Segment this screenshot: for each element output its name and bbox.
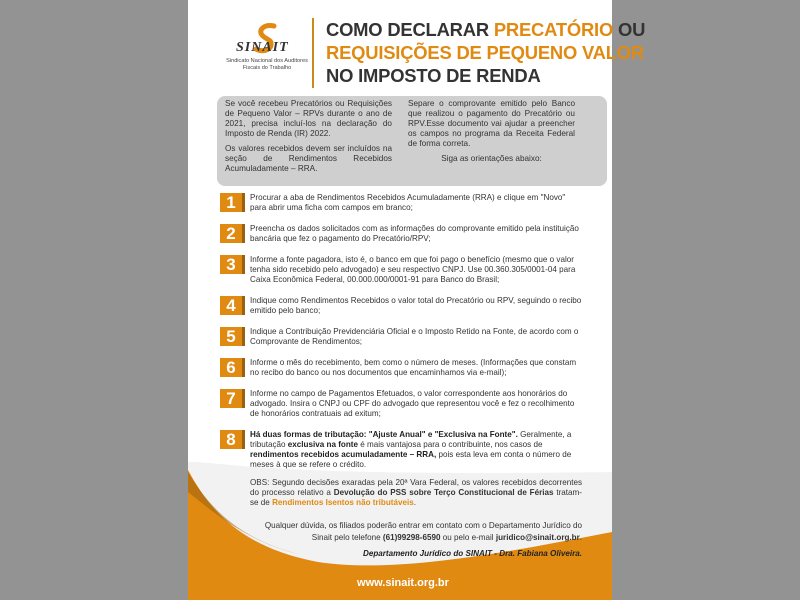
phone-number: (61)99298-6590 bbox=[382, 533, 441, 542]
sinait-logo bbox=[222, 22, 312, 80]
footer-url-link[interactable]: www.sinait.org.br bbox=[357, 577, 449, 589]
step-text: Indique a Contribuição Previdenciária Oficial e o Imposto Retido na Fonte, de acordo com o Comprovante de Rendimentos; bbox=[250, 327, 579, 346]
step-number-badge: 6 bbox=[220, 358, 242, 377]
step-text: Há duas formas de tributação: "Ajuste Anual" e "Exclusiva na Fonte". Geralmente, a tributação exclusiva na fonte é mais vantajosa para o contribuinte, nos casos de rendimentos recebidos acumuladamente – RRA, pois esta leva em conta o número de meses à que se refere o crédito. bbox=[250, 430, 572, 469]
step-text: Informe a fonte pagadora, isto é, o banco em que foi pago o benefício (mesmo que o valor tenha sido recebido pelo advogado) e seu respectivo CNPJ. Use 00.360.305/0001-04 para Caixa Econômica Federal, 00.000.000/0001-91 para Banco do Brasil; bbox=[250, 255, 576, 284]
step-number-badge: 5 bbox=[220, 327, 242, 346]
flyer bbox=[188, 0, 646, 600]
logo-subtitle: Sindicato Nacional dos Auditores Fiscais do Trabalho bbox=[226, 58, 308, 71]
observation-note: OBS: Segundo decisões exaradas pela 20ª Vara Federal, os valores recebidos decorrentes do processo relativo a Devolução do PSS sobre Terço Constitucional de Férias tratam-se de Rendimentos Isentos não tributáveis. bbox=[250, 478, 582, 507]
step-text: Indique como Rendimentos Recebidos o valor total do Precatório ou RPV, seguindo o recibo emitido pelo banco; bbox=[250, 296, 582, 315]
step-number-badge: 8 bbox=[220, 430, 242, 449]
page-title: COMO DECLARAR PRECATÓRIO OU REQUISIÇÕES DE PEQUENO VALOR NO IMPOSTO DE RENDA bbox=[326, 19, 646, 86]
intro-left-column bbox=[225, 99, 392, 179]
step-text: Informe no campo de Pagamentos Efetuados, o valor correspondente aos honorários do advogado. Insira o CNPJ ou CPF do advogado que representou você e fez o recolhimento de honorários contratuais ad exitum; bbox=[250, 389, 575, 418]
step-text: Informe o mês do recebimento, bem como o número de meses. (Informações que constam no recibo do banco ou nos documentos que encaminhamos via e-mail); bbox=[250, 358, 577, 377]
intro-paragraph: Siga as orientações abaixo: bbox=[441, 154, 542, 163]
signature: Departamento Jurídico do SINAIT - Dra. Fabiana Oliveira. bbox=[362, 549, 582, 558]
step-number-badge: 4 bbox=[220, 296, 242, 315]
intro-paragraph: Se você recebeu Precatórios ou Requisições de Pequeno Valor – RPVs durante o ano de 2021, precisa incluí-los na declaração do Imposto de Renda (IR) 2022. bbox=[225, 99, 392, 138]
intro-paragraph: Os valores recebidos devem ser incluídos na seção de Rendimentos Recebidos Acumuladamente – RRA. bbox=[225, 144, 392, 173]
email-link[interactable]: juridico@sinait.org.br bbox=[495, 533, 580, 542]
intro-right-column bbox=[408, 99, 575, 169]
step-text: Procurar a aba de Rendimentos Recebidos Acumuladamente (RRA) e clique em "Novo" para abrir uma ficha com campos em branco; bbox=[250, 193, 566, 212]
logo-wordmark: SINAIT bbox=[236, 40, 289, 55]
step-number-badge: 3 bbox=[220, 255, 242, 274]
step-number-badge: 2 bbox=[220, 224, 242, 243]
title-divider bbox=[312, 18, 314, 88]
step-number-badge: 1 bbox=[220, 193, 242, 212]
step-number-badge: 7 bbox=[220, 389, 242, 408]
intro-box bbox=[217, 96, 607, 186]
step-text: Preencha os dados solicitados com as informações do comprovante emitido pela instituição bancária que fez o pagamento do Precatório/RPV; bbox=[250, 224, 579, 243]
intro-paragraph: Separe o comprovante emitido pelo Banco que realizou o pagamento do Precatório ou RPV.Esse documento vai ajudar a preencher os campos no programa da Receita Federal de forma correta. bbox=[408, 99, 575, 148]
contact-info: Qualquer dúvida, os filiados poderão entrar em contato com o Departamento Jurídico do Sinait pelo telefone (61)99298-6590 ou pelo e-mail juridico@sinait.org.br. bbox=[264, 521, 582, 542]
